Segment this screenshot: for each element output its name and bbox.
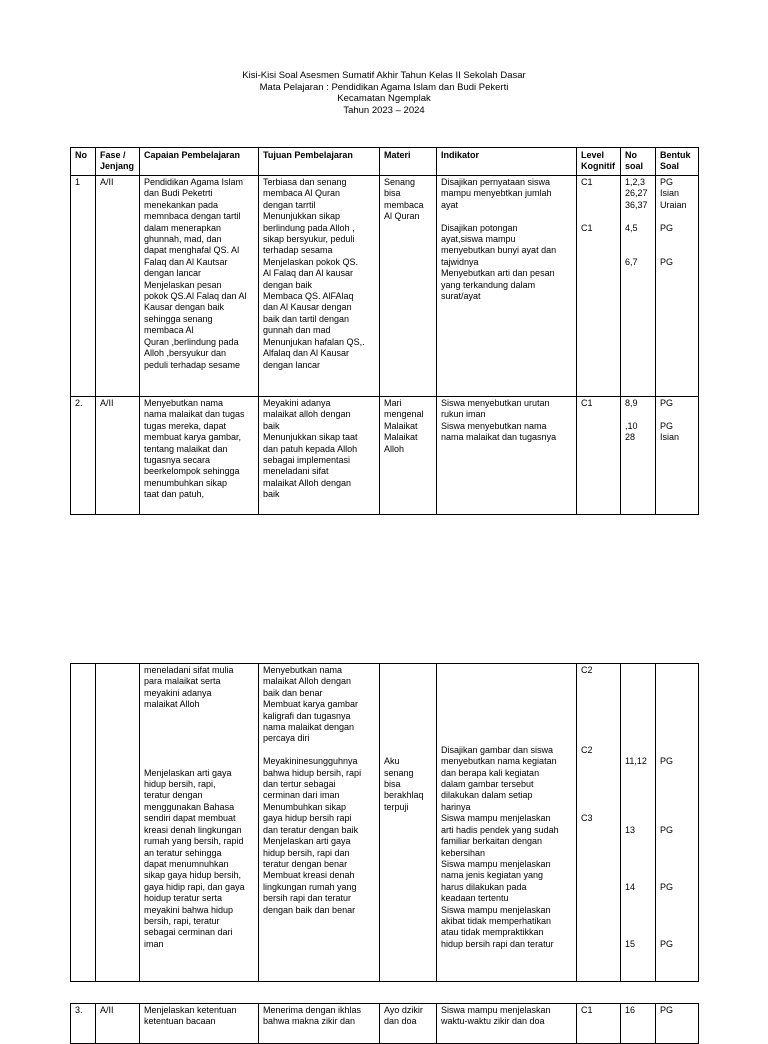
cell-no: 2. [71,397,96,515]
cell-indikator: Siswa menyebutkan urutan rukun iman Siswa menyebutkan nama nama malaikat dan tugasnya [437,397,577,515]
cell-nosoal: 1,2,3 26,27 36,37 4,5 6,7 [621,176,656,397]
tujuan-text: Meyakini adanya malaikat alloh dengan baik Menunjukkan sikap taat dan patuh kepada Alloh sebagai implementasi meneladani sifat malaikat Alloh dengan baik [263,398,358,500]
cell-capaian: Menjelaskan ketentuan ketentuan bacaan [140,1004,259,1044]
cell-tujuan: Menyebutkan nama malaikat Alloh dengan baik dan benar Membuat karya gambar kaligrafi dan tugasnya nama malaikat dengan percaya diri Meyakininesungguhnya bahwa hidup bersih, rapi dan tertur sebagai cerminan dari iman Menumbuhkan sikap gaya hidup bersih rapi dan teratur dengan baik Menjelaskan arti gaya hidup bersih, rapi dan teratur dengan benar Membuat kreasi denah lingkungan rumah yang bersih rapi dan teratur dengan baik dan benar [259,664,380,982]
col-capaian: Capaian Pembelajaran [140,148,259,176]
header-year: Tahun 2023 – 2024 [343,104,425,116]
cell-bentuk: PG Isian Uraian PG PG [656,176,699,397]
cell-tujuan [259,397,380,515]
table-row [71,176,699,397]
cell-materi: Mari mengenal Malaikat Malaikat Alloh [380,397,437,515]
tujuan-text: Terbiasa dan senang membaca Al Quran dengan tarrtil Menunjukkan sikap berlindung pada Alloh , sikap bersyukur, peduli terhadap sesama Menjelaskan pokok QS. Al Falaq dan Al kausar dengan baik Membaca QS. AlFAlaq dan Al Kausar dengan baik dan tartil dengan gunnah dan mad Menunjukan hafalan QS,. Alfalaq dan Al Kausar dengan lancar [263,177,365,370]
col-nosoal: No soal [621,148,656,176]
cell-indikator: Disajikan gambar dan siswa menyebutkan nama kegiatan dan berapa kali kegiatan dalam gambar tersebut dilakukan dalam setiap harinya Siswa mampu menjelaskan arti hadis pendek yang sudah familiar berkaitan dengan kebersihan Siswa mampu menjelaskan nama jenis kegiatan yang harus dilakukan pada keadaan tertentu Siswa mampu menjelaskan akibat tidak memperhatikan atau tidak mempraktikkan hidup bersih rapi dan teratur [437,664,577,982]
cell-fase [96,664,140,982]
col-bentuk: Bentuk Soal [656,148,699,176]
cell-tujuan: Menerima dengan ikhlas bahwa makna zikir dan [259,1004,380,1044]
cell-nosoal: 8,9 ,10 28 [621,397,656,515]
header-title: Kisi-Kisi Soal Asesmen Sumatif Akhir Tahun Kelas II Sekolah Dasar [242,70,526,81]
kisi-kisi-table-page1 [70,147,699,515]
cell-materi: Aku senang bisa berakhlaq terpuji [380,664,437,982]
cell-no: 3. [71,1004,96,1044]
cell-fase: A/II [96,397,140,515]
col-materi: Materi [380,148,437,176]
cell-nosoal: 11,12 13 14 15 [621,664,656,982]
col-indikator: Indikator [437,148,577,176]
cell-nosoal: 16 [621,1004,656,1044]
col-fase: Fase / Jenjang [96,148,140,176]
cell-bentuk: PG PG PG PG [656,664,699,982]
cell-no [71,664,96,982]
cell-level: C1 C1 [577,176,621,397]
table-row [71,664,699,982]
cell-materi: Senang bisa membaca Al Quran [380,176,437,397]
cell-level: C1 [577,1004,621,1044]
document-header [0,70,768,116]
cell-level: C2 C2 C3 [577,664,621,982]
header-district: Kecamatan Ngemplak [337,93,431,104]
table-row [71,397,699,515]
cell-capaian [140,176,259,397]
header-subject: Mata Pelajaran : Pendidikan Agama Islam dan Budi Pekerti [259,81,509,93]
col-tujuan: Tujuan Pembelajaran [259,148,380,176]
cell-fase: A/II [96,176,140,397]
capaian-text: Menyebutkan nama nama malaikat dan tugas tugas mereka, dapat membuat karya gambar, tentang malaikat dan tugasnya secara beerkelompok sehingga menumbuhkan sikap taat dan patuh, [144,398,245,500]
cell-no: 1 [71,176,96,397]
cell-bentuk: PG PG Isian [656,397,699,515]
capaian-text: Pendidikan Agama Islam dan Budi Peketrti menekankan pada memnbaca dengan tartil dalam menerapkan ghunnah, mad, dan dapat menghafal QS. Al Falaq dan Al Kautsar dengan lancar Menjelaskan pesan pokok QS.Al Falaq dan Al Kausar dengan baik sehingga senang membaca Al Quran ,berlindung pada Alloh ,bersyukur dan peduli terhadap sesame [144,177,247,370]
kisi-kisi-table-page2 [70,663,699,982]
cell-materi: Ayo dzikir dan doa [380,1004,437,1044]
cell-capaian [140,397,259,515]
cell-capaian: meneladani sifat mulia para malaikat serta meyakini adanya malaikat Alloh Menjelaskan arti gaya hidup bersih, rapi, teratur dengan menggunakan Bahasa sendiri dapat membuat kreasi denah lingkungan rumah yang bersih, rapid an teratur sehingga dapat menumnuhkan sikap gaya hidup bersih, gaya hidip rapi, dan gaya hoidup teratur serta meyakini bahwa hidup bersih, rapi, teratur sebagai cerminan dari iman [140,664,259,982]
cell-level: C1 [577,397,621,515]
cell-indikator: Siswa mampu menjelaskan waktu-waktu zikir dan doa [437,1004,577,1044]
cell-fase: A/II [96,1004,140,1044]
col-no: No [71,148,96,176]
cell-tujuan [259,176,380,397]
col-level: Level Kognitif [577,148,621,176]
header-row [71,148,699,176]
cell-bentuk: PG [656,1004,699,1044]
cell-indikator: Disajikan pernyataan siswa mampu menyebtkan jumlah ayat Disajikan potongan ayat,siswa mampu menyebutkan bunyi ayat dan tajwidnya Menyebutkan arti dan pesan yang terkandung dalam surat/ayat [437,176,577,397]
